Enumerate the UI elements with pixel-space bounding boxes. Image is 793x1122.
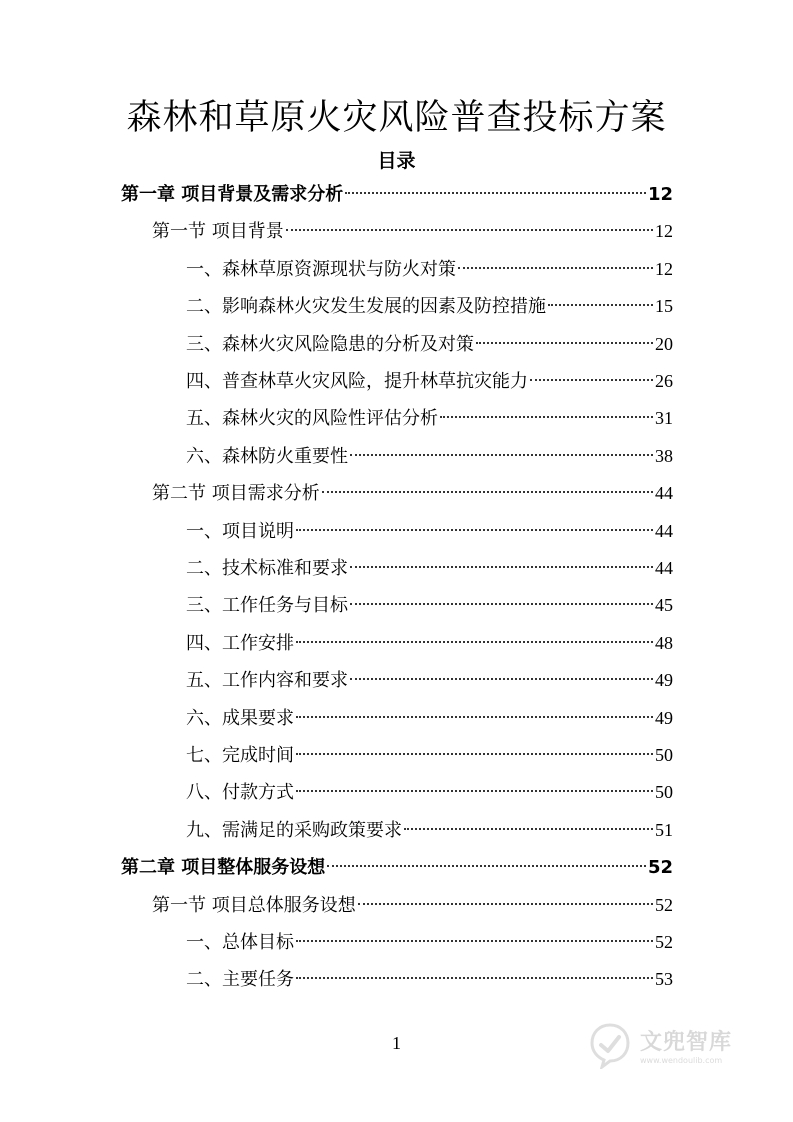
toc-leader-dots (296, 716, 653, 718)
toc-entry-item[interactable] (186, 812, 673, 849)
toc-entry-page: 52 (647, 857, 673, 879)
toc-entry-title: 第一节 项目背景 (152, 221, 284, 243)
toc-entry-page: 12 (655, 258, 673, 279)
toc-entry-item[interactable] (186, 662, 673, 699)
toc-leader-dots (322, 491, 653, 493)
toc-entry-title: 二、影响森林火灾发生发展的因素及防控措施 (186, 296, 546, 318)
toc-leader-dots (476, 342, 653, 344)
toc-entry-title: 第一章 项目背景及需求分析 (121, 184, 344, 205)
toc-leader-dots (548, 304, 653, 306)
toc-entry-title: 六、森林防火重要性 (186, 445, 348, 467)
toc-entry-item[interactable] (186, 737, 673, 774)
toc-entry-title: 四、普查林草火灾风险，提升林草抗灾能力 (186, 371, 528, 392)
toc-leader-dots (296, 790, 653, 792)
toc-entry-item[interactable] (186, 924, 673, 961)
toc-leader-dots (296, 940, 653, 942)
toc-entry-section[interactable] (152, 887, 673, 924)
toc-entry-title: 第二章 项目整体服务设想 (121, 857, 326, 879)
toc-entry-page: 45 (655, 595, 673, 616)
toc-entry-item[interactable] (186, 961, 673, 998)
toc-leader-dots (350, 566, 653, 568)
toc-entry-title: 二、技术标准和要求 (186, 558, 348, 579)
toc-leader-dots (440, 416, 653, 418)
toc-entry-title: 二、主要任务 (186, 969, 294, 991)
toc-leader-dots (345, 192, 646, 194)
toc-leader-dots (350, 454, 653, 456)
toc-entry-item[interactable] (186, 251, 673, 288)
toc-entry-item[interactable] (186, 513, 673, 550)
toc-entry-page: 38 (655, 445, 673, 466)
toc-entry-title: 七、完成时间 (186, 745, 294, 766)
toc-entry-item[interactable] (186, 550, 673, 587)
toc-entry-page: 50 (655, 782, 673, 803)
toc-entry-item[interactable] (186, 326, 673, 363)
page-number: 1 (392, 1033, 401, 1053)
toc-entry-chapter[interactable] (121, 849, 673, 886)
toc-entry-page: 50 (655, 745, 673, 765)
toc-entry-title: 六、成果要求 (186, 707, 294, 729)
toc-entry-page: 44 (655, 483, 673, 504)
toc-heading: 目录 (377, 150, 416, 172)
watermark-url: www.wendoulib.com (640, 1056, 723, 1065)
toc-entry-page: 48 (655, 632, 673, 653)
toc-leader-dots (296, 641, 653, 643)
document-title: 森林和草原火灾风险普查投标方案 (126, 98, 667, 138)
toc-entry-item[interactable] (186, 774, 673, 811)
toc-entry-title: 三、工作任务与目标 (186, 595, 348, 617)
toc-entry-item[interactable] (186, 438, 673, 475)
toc-entry-page: 53 (655, 969, 673, 990)
toc-entry-title: 一、总体目标 (186, 932, 294, 953)
watermark (586, 1015, 756, 1075)
toc-leader-dots (358, 903, 653, 905)
toc-entry-title: 五、工作内容和要求 (186, 670, 348, 692)
toc-leader-dots (296, 977, 653, 979)
toc-entry-page: 15 (655, 296, 673, 317)
toc-entry-page: 20 (655, 333, 673, 354)
toc-entry-title: 三、森林火灾风险隐患的分析及对策 (186, 333, 474, 355)
toc-entry-page: 44 (655, 558, 673, 578)
toc-entry-section[interactable] (152, 475, 673, 512)
toc-entry-title: 四、工作安排 (186, 632, 294, 654)
toc-entry-item[interactable] (186, 400, 673, 437)
toc-leader-dots (350, 678, 653, 680)
toc-entry-item[interactable] (186, 625, 673, 662)
toc-entry-page: 44 (655, 520, 673, 541)
toc-leader-dots (350, 603, 653, 605)
toc-entry-item[interactable] (186, 587, 673, 624)
toc-entry-title: 第二节 项目需求分析 (152, 483, 320, 505)
toc-entry-page: 49 (655, 707, 673, 728)
toc-entry-title: 第一节 项目总体服务设想 (152, 894, 356, 916)
toc-entry-page: 52 (655, 894, 673, 915)
toc-leader-dots (286, 229, 653, 231)
toc-entry-title: 五、森林火灾的风险性评估分析 (186, 408, 438, 430)
toc-leader-dots (458, 267, 653, 269)
toc-entry-page: 49 (655, 670, 673, 691)
toc-entry-page: 12 (647, 184, 673, 205)
toc-entry-item[interactable] (186, 288, 673, 325)
watermark-logo-icon (586, 1021, 634, 1069)
toc-entry-title: 九、需满足的采购政策要求 (186, 819, 402, 841)
toc-leader-dots (296, 753, 653, 755)
toc-entry-page: 51 (655, 819, 673, 840)
toc-leader-dots (530, 379, 653, 381)
toc-entry-chapter[interactable] (121, 176, 673, 213)
toc-entry-item[interactable] (186, 363, 673, 400)
toc-leader-dots (327, 865, 646, 867)
watermark-name: 文兜智库 (640, 1030, 733, 1055)
toc-entry-title: 一、森林草原资源现状与防火对策 (186, 258, 456, 280)
toc-entry-title: 八、付款方式 (186, 782, 294, 804)
toc-entry-section[interactable] (152, 213, 673, 250)
toc-entry-title: 一、项目说明 (186, 520, 294, 542)
toc-entry-page: 26 (655, 371, 673, 391)
toc-entry-page: 12 (655, 221, 673, 242)
toc-leader-dots (296, 529, 653, 531)
toc-leader-dots (404, 828, 653, 830)
toc-entry-item[interactable] (186, 700, 673, 737)
toc-entry-page: 52 (655, 932, 673, 952)
toc-entry-page: 31 (655, 408, 673, 429)
